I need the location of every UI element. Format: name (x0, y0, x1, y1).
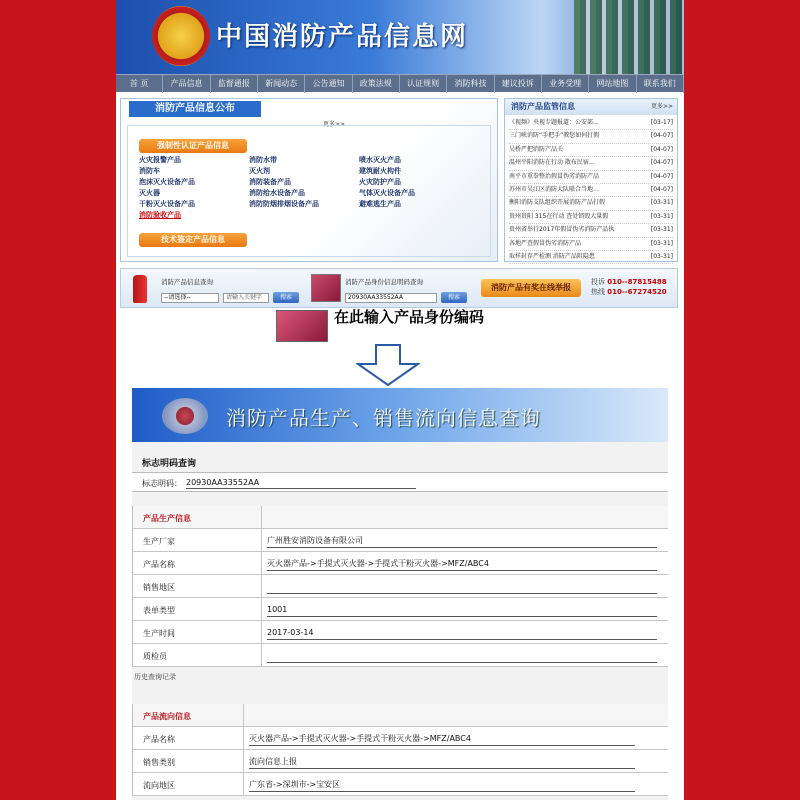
more-link[interactable]: 更多>> (323, 121, 346, 128)
field-label: 产品名称 (143, 560, 175, 569)
category-link[interactable]: 消防水带 (249, 156, 277, 164)
news-item-title: 衡阳消防支队组织开展消防产品打假 (509, 199, 606, 207)
product-info-title: 消防产品信息公布 (129, 101, 261, 117)
mandatory-cert-tab[interactable]: 强制性认证产品信息 (139, 139, 247, 153)
nav-item[interactable]: 业务受理 (542, 75, 589, 93)
mark-code-value: 20930AA33552AA (186, 478, 416, 489)
field-label: 生产时间 (143, 629, 175, 638)
header-banner (116, 0, 684, 74)
category-link[interactable]: 消防防烟排烟设备产品 (249, 200, 319, 208)
news-item[interactable] (509, 197, 673, 210)
news-item-title: 取样封存严检测 消防产品阻隐患 (509, 253, 595, 261)
news-item-title: 苏州市吴江区消防大队联合当地… (509, 186, 600, 194)
field-label: 流向地区 (143, 781, 175, 790)
category-select[interactable]: --请选择-- (161, 293, 219, 303)
field-label: 销售类别 (143, 758, 175, 767)
news-item-date: [03-31] (650, 212, 673, 220)
category-list (139, 155, 429, 221)
news-item[interactable] (509, 238, 673, 251)
news-item-date: [03-17] (650, 119, 673, 126)
supervision-news-panel (504, 98, 678, 262)
table-row (133, 529, 668, 552)
table-row (133, 644, 668, 667)
field-value: 2017-03-14 (267, 627, 657, 640)
news-item[interactable] (509, 211, 673, 224)
history-query-link[interactable]: 历史查询记录 (134, 673, 176, 681)
instruction-text: 在此输入产品身份编码 (334, 308, 485, 326)
field-label: 质检员 (143, 652, 167, 661)
field-label: 表单类型 (143, 606, 175, 615)
news-item-date: [04-07] (650, 159, 673, 167)
nav-item[interactable]: 监督通报 (211, 75, 258, 93)
site-title: 中国消防产品信息网 (216, 22, 469, 52)
result-banner-title: 消防产品生产、销售流向信息查询 (226, 406, 541, 430)
news-title: 消防产品监管信息 (511, 102, 575, 111)
complaint-label: 投诉 (591, 278, 605, 286)
nav-item[interactable]: 公告通知 (305, 75, 352, 93)
news-item-date: [04-07] (650, 172, 673, 180)
news-item-date: [03-31] (650, 239, 673, 247)
table-row (133, 552, 668, 575)
news-more-link[interactable]: 更多>> (650, 103, 673, 110)
page (116, 0, 684, 800)
news-item-date: [03-31] (650, 199, 673, 207)
mark-query-title: 标志明码查询 (142, 459, 197, 469)
id-query-label: 消防产品身份信息明码查询 (345, 278, 423, 286)
info-query-label: 消防产品信息查询 (161, 278, 213, 286)
news-item[interactable] (509, 130, 673, 143)
police-emblem-icon (152, 6, 210, 66)
category-link-acceptance[interactable]: 消防验收产品 (139, 211, 181, 219)
news-item-title: 吴桥严把消防产品关 (509, 145, 564, 153)
news-item[interactable] (509, 171, 673, 184)
nav-item[interactable]: 政策法规 (353, 75, 400, 93)
table-header-row (133, 704, 668, 727)
field-value: 流向信息上报 (249, 756, 635, 769)
table-row (133, 621, 668, 644)
main-nav (116, 74, 684, 92)
category-link[interactable]: 建筑耐火构件 (359, 167, 401, 175)
field-value: 广州胜安消防设备有限公司 (267, 535, 657, 548)
table-row (133, 750, 668, 773)
news-item[interactable] (509, 224, 673, 237)
category-link[interactable]: 喷水灭火产品 (359, 156, 401, 164)
news-item-title: 温州平阳消防在行动 散布民宿… (509, 159, 595, 167)
product-id-tag-icon (311, 274, 341, 302)
id-code-input[interactable]: 20930AA33552AA (345, 293, 437, 303)
table-row (133, 727, 668, 750)
nav-item[interactable]: 联系我们 (637, 75, 684, 93)
banner-photo (574, 0, 684, 74)
category-link[interactable]: 灭火器 (139, 189, 160, 197)
news-item-title: 《视频》央视专题报道：公安部… (509, 119, 600, 126)
field-label: 产品名称 (143, 735, 175, 744)
search-button[interactable]: 搜索 (273, 292, 299, 303)
news-item[interactable] (509, 184, 673, 197)
field-value: 1001 (267, 604, 657, 617)
news-item-date: [04-07] (650, 145, 673, 153)
news-item-date: [04-07] (650, 132, 673, 140)
news-item-title: 贵州省举行2017年假冒伪劣消防产品执 (509, 226, 615, 234)
query-bar (120, 268, 678, 308)
news-item-title: 南平市重拳整治假冒伪劣消防产品 (509, 172, 600, 180)
news-item[interactable] (509, 144, 673, 157)
fire-badge-icon (162, 398, 208, 434)
news-item[interactable] (509, 157, 673, 170)
field-value (267, 650, 657, 663)
hotline-info (591, 277, 667, 297)
nav-item[interactable]: 新闻动态 (258, 75, 305, 93)
nav-item[interactable]: 认证规则 (400, 75, 447, 93)
keyword-input[interactable]: 请输入关键字 (223, 293, 269, 303)
category-link[interactable]: 火灾防护产品 (359, 178, 401, 186)
category-link[interactable]: 气体灭火设备产品 (359, 189, 415, 197)
news-item-title: 贵州贵阳 315在行动 查处销毁大量假 (509, 212, 609, 220)
query-result (132, 388, 668, 800)
hotline-label: 热线 (591, 288, 605, 296)
field-value: 灭火器产品->手提式灭火器->手提式干粉灭火器->MFZ/ABC4 (249, 733, 635, 746)
table-header-row (133, 506, 668, 529)
table-row (133, 575, 668, 598)
hotline-phone: 010--67274520 (607, 288, 667, 296)
category-link[interactable]: 消防车 (139, 167, 160, 175)
field-value (267, 581, 657, 594)
news-item-date: [03-31] (650, 253, 673, 261)
fire-extinguisher-icon (133, 275, 147, 303)
complaint-phone: 010--87815488 (607, 278, 667, 286)
nav-item[interactable]: 消防科技 (447, 75, 494, 93)
category-link[interactable]: 消防给水设备产品 (249, 189, 305, 197)
category-link[interactable]: 泡沫灭火设备产品 (139, 178, 195, 186)
field-value: 广东省->深圳市->宝安区 (249, 779, 635, 792)
table-row (133, 773, 668, 796)
table-row (133, 598, 668, 621)
news-item-title: 各地严查假冒伪劣消防产品 (509, 239, 582, 247)
field-label: 生产厂家 (143, 537, 175, 546)
news-item-date: [04-07] (650, 186, 673, 194)
id-search-button[interactable]: 搜索 (441, 292, 467, 303)
news-item-date: [03-31] (650, 226, 673, 234)
down-arrow-icon (356, 344, 420, 386)
news-item-title: 三门峡消防“手把手”教您如何打假 (509, 132, 600, 140)
nav-item[interactable]: 网站地图 (589, 75, 636, 93)
nav-item[interactable]: 首 页 (116, 75, 163, 93)
production-info-table (132, 506, 668, 667)
news-item[interactable] (509, 251, 673, 264)
news-list (505, 115, 677, 266)
category-link[interactable]: 火灾报警产品 (139, 156, 181, 164)
section-header: 产品流向信息 (143, 712, 191, 721)
nav-item[interactable]: 建议投诉 (495, 75, 542, 93)
tech-appraisal-tab[interactable]: 技术鉴定产品信息 (139, 233, 247, 247)
nav-item[interactable]: 产品信息 (163, 75, 210, 93)
result-banner (132, 388, 668, 442)
id-label-sample-icon (276, 310, 328, 342)
flow-info-table (132, 704, 668, 796)
field-label: 销售地区 (143, 583, 175, 592)
category-link[interactable]: 消防装备产品 (249, 178, 291, 186)
category-link[interactable]: 灭火剂 (249, 167, 270, 175)
field-value: 灭火器产品->手提式灭火器->手提式干粉灭火器->MFZ/ABC4 (267, 558, 657, 571)
online-report-button[interactable]: 消防产品有奖在线举报 (481, 279, 581, 297)
category-link[interactable]: 干粉灭火设备产品 (139, 200, 195, 208)
section-header: 产品生产信息 (143, 514, 191, 523)
category-link[interactable]: 避难逃生产品 (359, 200, 401, 208)
product-info-panel (120, 98, 498, 262)
news-header (505, 99, 677, 115)
mark-code-row (132, 472, 668, 492)
news-item[interactable] (509, 117, 673, 130)
mark-code-label: 标志明码： (142, 479, 182, 488)
